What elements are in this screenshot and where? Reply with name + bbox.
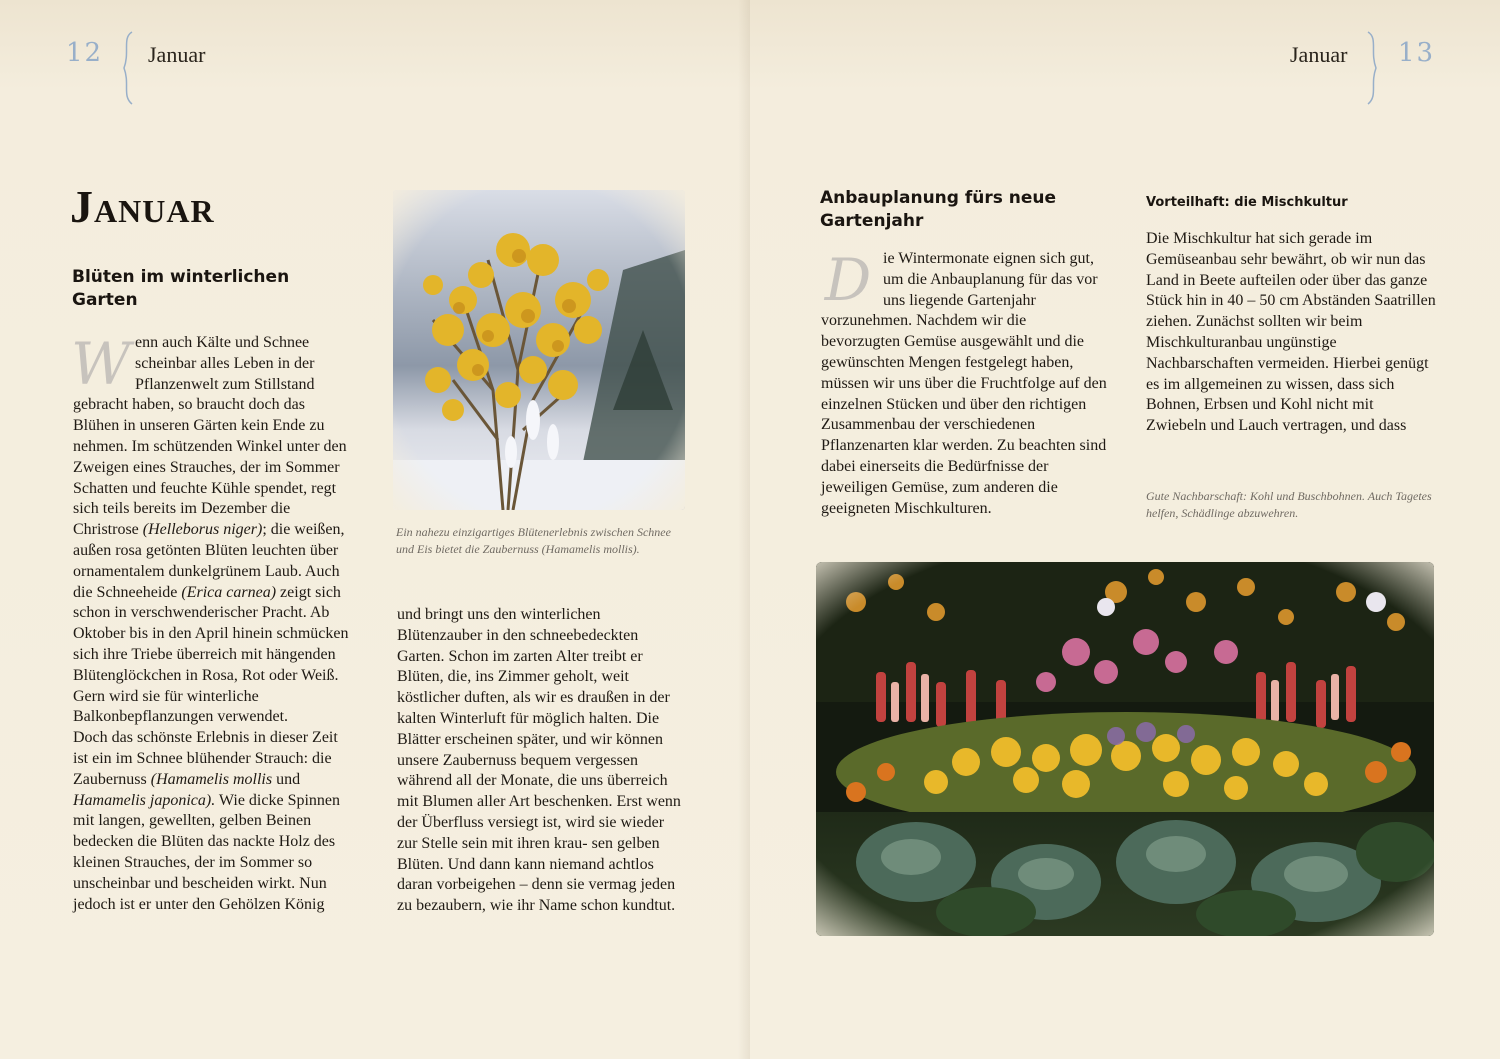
section-heading-left: Blüten im winterlichen Garten [72,267,290,310]
chapter-title: Januar [70,181,215,232]
body-column-3 [821,246,1109,519]
running-head-right: Januar [1290,42,1348,67]
text-run: enn auch Kälte und Schnee scheinbar alles Leben in der Pflanzenwelt zum Stillstand gebracht haben, so braucht doch das Blühen in unseren Gärten kein Ende zu nehmen. Im schützenden Winkel unter den Zweigen eines Strauches, der im Sommer Schatten und feuchte Kühle spendet, regt sich teils bereits im Dezember die Christrose [73,334,347,539]
text-run: zeigt sich schon in verschwenderischer Pracht. Ab Oktober bis in den April hinein schmücken sich ihre Triebe überreich mit hängenden Blütenglöckchen in Rosa, Rot oder Weiß. Gern wird sie für winterliche Balkonbepflanzungen verwendet. [73,583,349,726]
garden-image [816,562,1434,936]
text-run: Doch das schönste Erlebnis in dieser Zeit ist ein im Schnee blühender Strauch: die Zaubernuss [73,729,338,788]
section-heading-right: Anbauplanung fürs neue Gartenjahr [820,188,1057,231]
body-column-1 [71,330,355,915]
text-run: Wie dicke Spinnen mit langen, gewellten, gelben Beinen bedecken die Blüten das nackte Holz des kleinen Strauches, der im Sommer so unscheinbar und bescheiden wirkt. Nun jedoch ist er unter den Gehölzen König [73,791,341,913]
body-column-2: und bringt uns den winterlichen Blütenzauber in den schneebedeckten Garten. Schon im zarten Alter treibt er Blüten, die, ins Zimmer geholt, weit köstlicher duften, als wir es draußen in der kalten Winterluft für möglich halten. Die Blätter erscheinen später, und wir können unsere Zaubernuss bequem vergessen während all der Monate, die uns überreich mit Blumen aller Art beschenken. Erst wenn der Überfluss versiegt ist, wird sie wieder zur Stelle sein mit ihren krau- sen gelben Blüten. Und dann kann niemand achtlos daran vorbeigehen – denn sie vermag jeden zu bezaubern, wie ihr Name schon kundtut. [397,606,681,915]
text-run: und [272,770,301,788]
latin-name: (Erica carnea) [181,583,277,601]
latin-name: Hamamelis japonica). [73,791,216,809]
page-number-left: 12 [66,38,104,68]
witch-hazel-image [393,190,685,510]
text-run: ie Wintermonate eignen sich gut, um die Anbauplanung für das vor uns liegende Gartenjahr vorzunehmen. Nachdem wir die bevorzugten Gemüse ausgewählt und die gewünschten Mengen festgelegt haben, müssen wir uns über die Fruchtfolge auf den einzelnen Stücken und über den richtigen Zusammenbau der verschiedenen Pflanzenarten klar werden. Zu beachten sind dabei einerseits die Bedürfnisse der jeweiligen Gemüse, zum anderen die geeigneten Mischkulturen. [821,250,1107,517]
brace-ornament-right-icon [1362,30,1382,106]
text-run: ; die weißen, außen rosa getönten Blüten leuchten über ornamentalem dunkelgrünem Laub. Auch die Schneeheide [73,521,345,601]
running-head-left: Januar [148,42,206,67]
dropcap-w: W [71,330,131,398]
page-number-right: 13 [1398,38,1436,68]
right-page [750,0,1500,1059]
brace-ornament-left-icon [118,30,138,106]
photo-caption-right: Gute Nachbarschaft: Kohl und Buschbohnen. Auch Tagetes helfen, Schädlinge abzuwehren. [1146,489,1432,520]
subheading-right: Vorteilhaft: die Mischkultur [1146,195,1348,210]
body-column-4: Die Mischkultur hat sich gerade im Gemüseanbau sehr bewährt, ob wir nun das Land in Beete aufteilen oder über das ganze Stück hin in 40 – 50 cm Abständen Saatrillen ziehen. Zunächst sollten wir beim Mischkulturanbau ungünstige Nachbarschaften vermeiden. Hierbei genügt es im allgemeinen zu wissen, dass sich Bohnen, Erbsen und Kohl nicht mit Zwiebeln und Lauch vertragen, und dass [1146,230,1436,435]
latin-name: (Hamamelis mollis [150,770,273,788]
latin-name: (Helleborus niger) [142,521,263,539]
garden-photo [816,562,1434,936]
dropcap-d: D [824,246,872,314]
witch-hazel-photo [393,190,685,510]
photo-caption-left: Ein nahezu einzigartiges Blütenerlebnis zwischen Schnee und Eis bietet die Zaubernuss (Hamamelis mollis). [396,525,671,556]
